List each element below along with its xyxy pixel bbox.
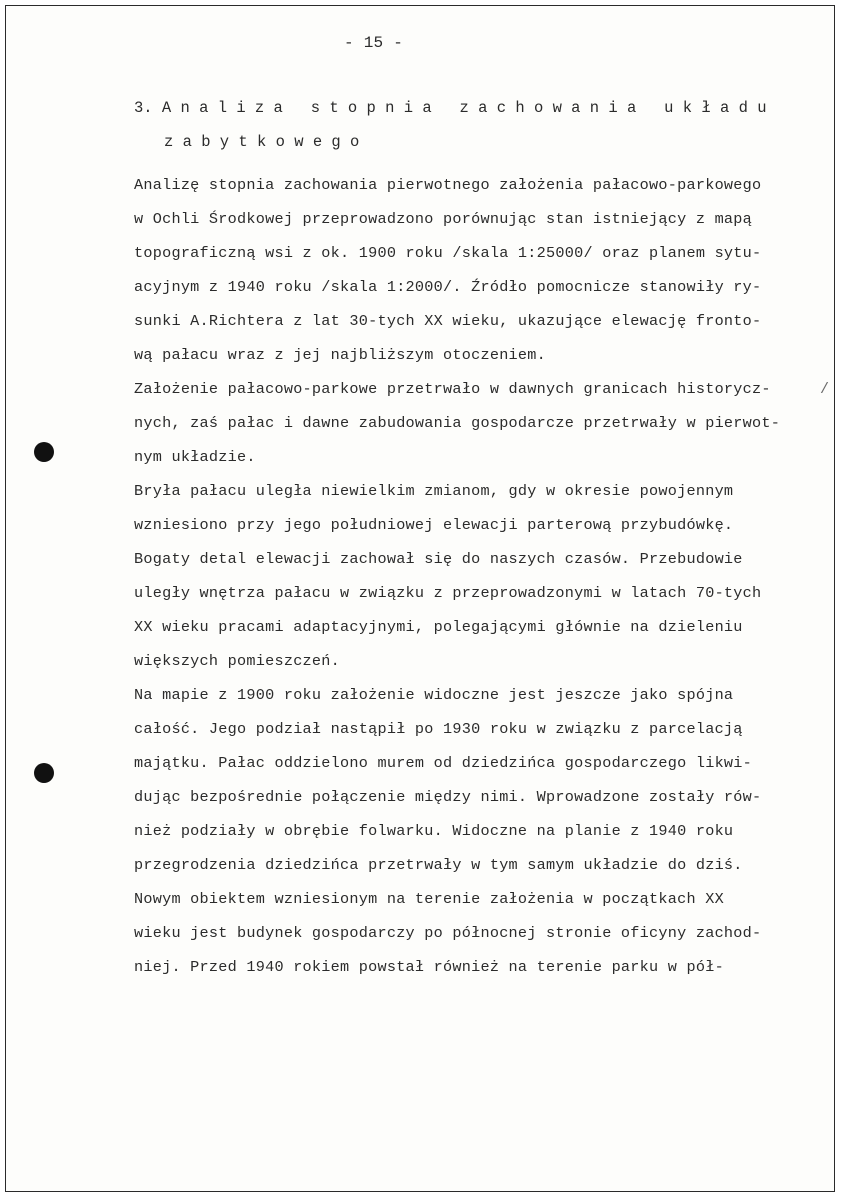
text-line: Analizę stopnia zachowania pierwotnego założenia pałacowo-parkowego bbox=[134, 176, 762, 194]
text-line: w Ochli Środkowej przeprowadzono porównując stan istniejący z mapą bbox=[134, 210, 753, 228]
document-page bbox=[5, 5, 835, 1192]
text-line: acyjnym z 1940 roku /skala 1:2000/. Źródło pomocnicze stanowiły ry- bbox=[134, 278, 762, 296]
text-line: nież podziały w obrębie folwarku. Widoczne na planie z 1940 roku bbox=[134, 822, 734, 840]
text-line: nym układzie. bbox=[134, 448, 256, 466]
text-line: Bryła pałacu uległa niewielkim zmianom, gdy w okresie powojennym bbox=[134, 482, 734, 500]
text-line: uległy wnętrza pałacu w związku z przeprowadzonymi w latach 70-tych bbox=[134, 584, 762, 602]
text-line: topograficzną wsi z ok. 1900 roku /skala 1:25000/ oraz planem sytu- bbox=[134, 244, 762, 262]
text-line: Nowym obiektem wzniesionym na terenie założenia w początkach XX bbox=[134, 890, 724, 908]
text-line: Założenie pałacowo-parkowe przetrwało w dawnych granicach historycz- bbox=[134, 380, 771, 398]
binder-hole-upper bbox=[34, 442, 54, 462]
text-line: wą pałacu wraz z jej najbliższym otoczeniem. bbox=[134, 346, 547, 364]
text-line: Bogaty detal elewacji zachował się do naszych czasów. Przebudowie bbox=[134, 550, 743, 568]
page-number: - 15 - bbox=[344, 34, 404, 52]
text-line: dując bezpośrednie połączenie między nimi. Wprowadzone zostały rów- bbox=[134, 788, 762, 806]
text-line: wzniesiono przy jego południowej elewacji parterową przybudówkę. bbox=[134, 516, 734, 534]
text-line: niej. Przed 1940 rokiem powstał również na terenie parku w pół- bbox=[134, 958, 724, 976]
section-heading-continuation: z a b y t k o w e g o bbox=[164, 133, 360, 151]
section-heading: 3. A n a l i z a s t o p n i a z a c h o w a n i a u k ł a d u bbox=[134, 99, 767, 117]
text-line: Na mapie z 1900 roku założenie widoczne jest jeszcze jako spójna bbox=[134, 686, 734, 704]
text-line: sunki A.Richtera z lat 30-tych XX wieku, ukazujące elewację fronto- bbox=[134, 312, 762, 330]
margin-slash-mark: / bbox=[820, 381, 830, 398]
text-line: całość. Jego podział nastąpił po 1930 roku w związku z parcelacją bbox=[134, 720, 743, 738]
text-line: XX wieku pracami adaptacyjnymi, polegającymi głównie na dzieleniu bbox=[134, 618, 743, 636]
binder-hole-lower bbox=[34, 763, 54, 783]
text-line: majątku. Pałac oddzielono murem od dziedzińca gospodarczego likwi- bbox=[134, 754, 753, 772]
text-line: nych, zaś pałac i dawne zabudowania gospodarcze przetrwały w pierwot- bbox=[134, 414, 781, 432]
text-line: większych pomieszczeń. bbox=[134, 652, 341, 670]
text-line: wieku jest budynek gospodarczy po północnej stronie oficyny zachod- bbox=[134, 924, 762, 942]
text-line: przegrodzenia dziedzińca przetrwały w tym samym układzie do dziś. bbox=[134, 856, 743, 874]
